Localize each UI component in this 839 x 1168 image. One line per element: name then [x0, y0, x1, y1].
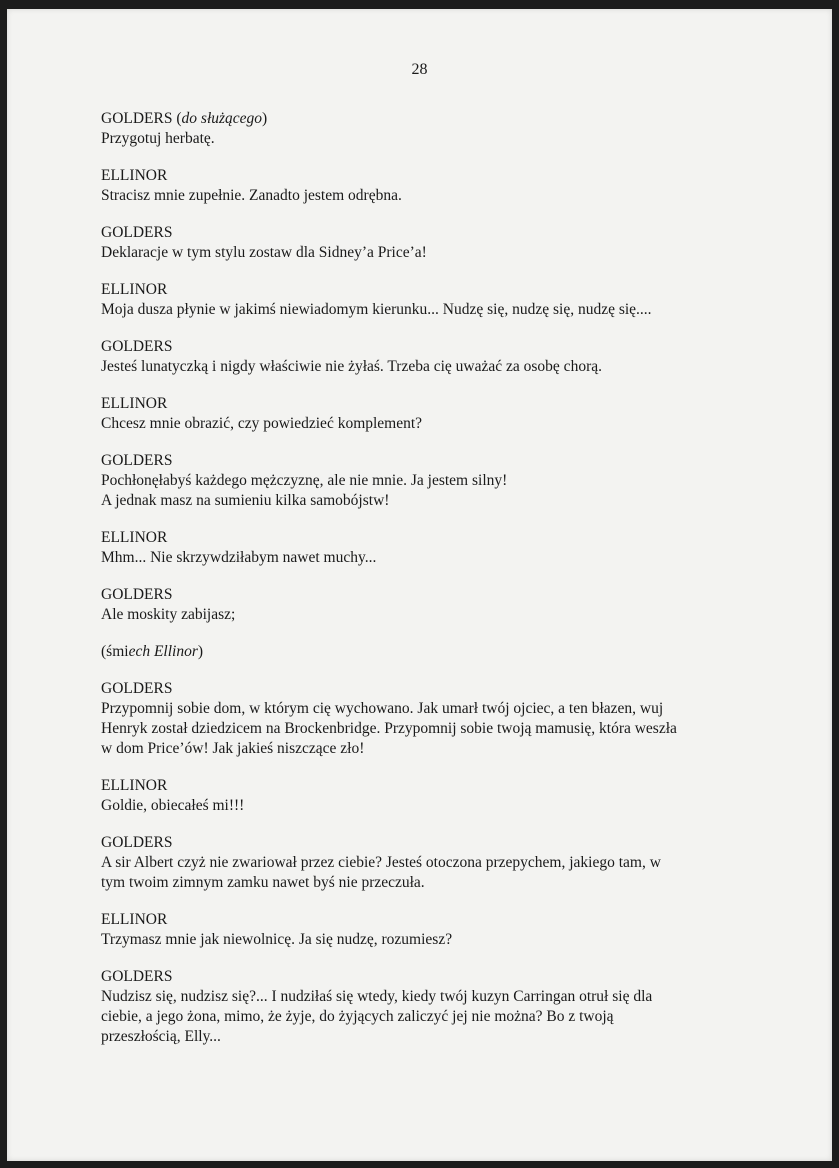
- dialogue-block: [101, 337, 741, 377]
- dialogue-line: Deklaracje w tym stylu zostaw dla Sidney’a Price’a!: [101, 244, 427, 261]
- dialogue-line: Henryk został dziedzicem na Brockenbridge. Przypomnij sobie twoją mamusię, która weszła: [101, 720, 677, 737]
- speaker-label: ELLINOR: [101, 395, 168, 412]
- dialogue-line: ciebie, a jego żona, mimo, że żyje, do żyjących zaliczyć jej nie można? Bo z twoją: [101, 1008, 614, 1025]
- speaker-label: ELLINOR: [101, 777, 168, 794]
- dialogue-line: Trzymasz mnie jak niewolnicę. Ja się nudzę, rozumiesz?: [101, 931, 453, 948]
- speaker-label: ELLINOR: [101, 281, 168, 298]
- dialogue-block: [101, 833, 741, 893]
- stage-direction-italic: ech Ellinor: [128, 643, 198, 660]
- dialogue-block: [101, 585, 741, 625]
- dialogue-line: Stracisz mnie zupełnie. Zanadto jestem odrębna.: [101, 187, 402, 204]
- speaker-name: [101, 451, 741, 471]
- speaker-name: [101, 394, 741, 414]
- speaker-label: GOLDERS: [101, 680, 173, 697]
- speaker-name: [101, 280, 741, 300]
- speaker-name: GOLDERS (do służącego): [101, 110, 268, 127]
- speaker-name: [101, 585, 741, 605]
- dialogue-line: Nudzisz się, nudzisz się?... I nudziłaś się wtedy, kiedy twój kuzyn Carringan otruł się dla: [101, 988, 653, 1005]
- stage-direction-close: ): [197, 643, 204, 660]
- dialogue-block: [101, 910, 741, 950]
- speaker-label: GOLDERS: [101, 224, 173, 241]
- dialogue-line: Jesteś lunatyczką i nigdy właściwie nie żyłaś. Trzeba cię uważać za osobę chorą.: [101, 358, 602, 375]
- dialogue-block: [101, 679, 741, 759]
- speaker-label: GOLDERS: [101, 968, 173, 985]
- stage-direction-open: (: [101, 643, 107, 660]
- speaker-label: GOLDERS: [101, 834, 173, 851]
- speaker-label: ELLINOR: [101, 167, 168, 184]
- speaker-name: [101, 833, 741, 853]
- speaker-name: [101, 967, 741, 987]
- speaker-label: GOLDERS: [101, 338, 173, 355]
- dialogue-block: [101, 528, 741, 568]
- dialogue-line: w dom Price’ów! Jak jakieś niszczące zło!: [101, 740, 365, 757]
- speaker-name: [101, 223, 741, 243]
- speaker-label: ELLINOR: [101, 529, 168, 546]
- script-text: [101, 109, 741, 1064]
- speaker-label: GOLDERS: [101, 452, 173, 469]
- dialogue-block: [101, 280, 741, 320]
- dialogue-line: tym twoim zimnym zamku nawet byś nie przeczuła.: [101, 874, 425, 891]
- dialogue-line: Chcesz mnie obrazić, czy powiedzieć komplement?: [101, 415, 423, 432]
- dialogue-line: Mhm... Nie skrzywdziłabym nawet muchy...: [101, 549, 377, 566]
- speaker-label: GOLDERS: [101, 110, 173, 127]
- dialogue-line: A sir Albert czyż nie zwariował przez ciebie? Jesteś otoczona przepychem, jakiego tam, w: [101, 854, 661, 871]
- dialogue-block: [101, 451, 741, 511]
- dialogue-block: [101, 223, 741, 263]
- speaker-name: [101, 528, 741, 548]
- dialogue-line: Moja dusza płynie w jakimś niewiadomym kierunku... Nudzę się, nudzę się, nudzę się....: [101, 301, 652, 318]
- speaker-name: [101, 776, 741, 796]
- dialogue-block: [101, 109, 741, 149]
- speaker-name: [101, 337, 741, 357]
- stage-direction-block: [101, 642, 741, 662]
- stage-direction-plain: śmi: [106, 643, 129, 660]
- dialogue-line: Przygotuj herbatę.: [101, 130, 215, 147]
- speaker-direction: do służącego: [181, 110, 263, 127]
- dialogue-line: Przypomnij sobie dom, w którym cię wychowano. Jak umarł twój ojciec, a ten błazen, wuj: [101, 700, 664, 717]
- dialogue-line: Goldie, obiecałeś mi!!!: [101, 797, 245, 814]
- dialogue-block: [101, 776, 741, 816]
- speaker-name: [101, 679, 741, 699]
- dialogue-line: Ale moskity zabijasz;: [101, 606, 236, 623]
- dialogue-block: [101, 394, 741, 434]
- stage-direction: [101, 642, 741, 662]
- dialogue-line: Pochłonęłabyś każdego mężczyznę, ale nie mnie. Ja jestem silny!: [101, 472, 508, 489]
- speaker-name: [101, 910, 741, 930]
- speaker-label: ELLINOR: [101, 911, 168, 928]
- document-page: [7, 9, 832, 1161]
- dialogue-line: A jednak masz na sumieniu kilka samobójstw!: [101, 492, 390, 509]
- page-number: 28: [411, 61, 428, 78]
- speaker-label: GOLDERS: [101, 586, 173, 603]
- dialogue-block: [101, 967, 741, 1047]
- dialogue-block: [101, 166, 741, 206]
- dialogue-line: przeszłością, Elly...: [101, 1028, 221, 1045]
- speaker-name: [101, 166, 741, 186]
